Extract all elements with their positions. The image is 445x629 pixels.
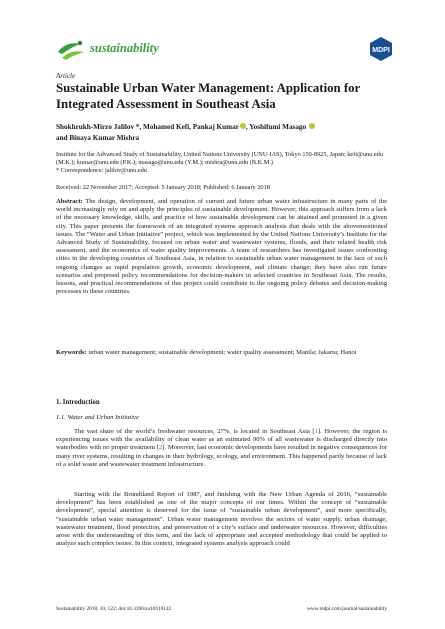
abstract-text: The design, development, and operation of current and future urban water infrastructure in many parts of the world increasingly rely on and apply the principles of sustainable development. However, this approach suffers from a lack of the necessary knowledge, skills, and practice of how sustainable development can be attained and promoted in a given city. This paper presents the framework of an integrated systems approach analysis that deals with the abovementioned issues. The “Water and Urban Initiative” project, which was implemented by the United Nations University’s Institute for the Advanced Study of Sustainability, focused on urban water and wastewater systems, floods, and their related health risk assessment, and the economics of water quality improvements. A team of researchers has investigated issues confronting cities in the developing countries of Southeast Asia, in relation to sustainable urban water management in the face of such ongoing changes as rapid population growth, economic development, and climate change; they have also run future scenarios and proposed policy recommendations for decision-makers in selected countries in Southeast Asia. The results, lessons, and practical recommendations of this project could contribute to the ongoing policy debates and decision-making processes in these countries. bbox=[56, 198, 388, 296]
keywords-text: urban water management; sustainable development; water quality assessment; Manila; Jakarta; Hanoi bbox=[88, 349, 357, 356]
correspondence: * Correspondence: jalilov@unu.edu bbox=[56, 167, 147, 175]
abstract-label: Abstract: bbox=[56, 198, 83, 205]
authors-line-2: and Binaya Kumar Mishra bbox=[56, 134, 140, 142]
footer-citation: Sustainability 2018, 10, 122; doi:10.3390/su10010122 bbox=[56, 606, 172, 612]
sustainability-leaf-logo bbox=[56, 38, 86, 62]
paper-title: Sustainable Urban Water Management: Application for Integrated Assessment in Southeast Asia bbox=[56, 81, 360, 111]
paragraph-text: ]. Moreover, fast economic developments have resulted in negative consequences for many river systems, resulting in changes in their hydrology, ecology, and environment. This happened partly because of lack of a solid waste and wastewater treatment infrastructure. bbox=[56, 444, 387, 468]
journal-name: sustainability bbox=[90, 41, 159, 55]
authors-line-1: Shokhrukh-Mirzo Jalilov *, Mohamed Kefi, Pankaj Kumar bbox=[56, 123, 239, 131]
mdpi-logo bbox=[368, 36, 394, 62]
affiliation-block bbox=[56, 151, 386, 175]
paragraph-text: The vast share of the world’s freshwater resources, 27%, is located in Southeast Asia [ bbox=[74, 428, 315, 435]
citation-link-1[interactable]: 1 bbox=[314, 428, 318, 435]
footer-url[interactable]: www.mdpi.com/journal/sustainability bbox=[307, 606, 387, 612]
keywords bbox=[56, 349, 387, 357]
abstract bbox=[56, 198, 387, 296]
body-paragraph-2: Starting with the Brundtland Report of 1987, and finishing with the New Urban Agenda of 2016, “sustainable development” has been established as one of the major concepts of our times. Within the concept of “sustainable development”, special attention is deserved for the issue of “sustainable urban development”, and more specifically, “sustainable urban water management”. Urban water management involves the sectors of water supply, urban drainage, wastewater treatment, flood protection, and preservation of a city’s surface and underwater resources. However, difficulties arose with the understanding of this term, and the lack of appropriate and accepted methodology that could be applied to analyze such complex issues. In this context, integrated systems analysis approach could bbox=[56, 491, 387, 548]
publication-dates: Received: 22 November 2017; Accepted: 5 January 2018; Published: 6 January 2018 bbox=[56, 184, 270, 191]
subsection-heading: 1.1. Water and Urban Initiative bbox=[56, 414, 139, 421]
orcid-icon[interactable] bbox=[309, 123, 315, 129]
section-heading: 1. Introduction bbox=[56, 399, 100, 406]
svg-text:MDPI: MDPI bbox=[372, 47, 390, 54]
author-list bbox=[56, 122, 386, 144]
keywords-label: Keywords: bbox=[56, 349, 87, 356]
citation-link-2[interactable]: 2 bbox=[158, 444, 163, 452]
authors-line-1b: , Yoshifumi Masago bbox=[245, 123, 307, 131]
body-paragraph-1 bbox=[56, 428, 387, 469]
article-type-label: Article bbox=[56, 72, 76, 80]
affiliation: Institute for the Advanced Study of Sustainability, United Nations University (UNU-IAS), Tokyo 150-8925, Japan; kefi@unu.edu (M.K.); kumar@unu.edu (P.K.); masago@unu.edu (Y.M.); mishra@unu.edu (B.K.M.) bbox=[56, 151, 383, 167]
paragraph-text: ]. However, the region is experiencing issues with the availability of clean water as an estimated 90% of all wastewater is discharged directly into waterbodies with no proper treatment [ bbox=[56, 428, 387, 452]
